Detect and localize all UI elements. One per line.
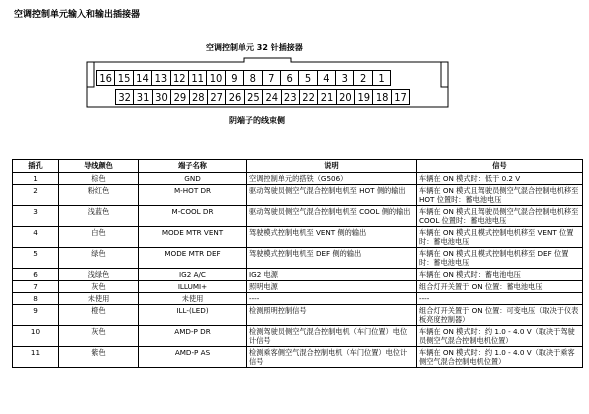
connector-pin: 9 [225,70,244,86]
header-terminal-name: 端子名称 [139,160,247,173]
connector-pin: 15 [114,70,133,86]
connector-pin: 22 [299,89,318,105]
cell-description: 照明电源 [247,281,417,293]
cell-pin: 9 [13,305,59,326]
cell-terminal-name: ILL-(LED) [139,305,247,326]
cell-terminal-name: MODE MTR VENT [139,227,247,248]
table-row [13,281,583,293]
connector-pin: 25 [244,89,263,105]
connector-pin: 23 [281,89,300,105]
connector-pin: 18 [372,89,391,105]
connector-pin: 14 [133,70,152,86]
cell-signal: 车辆在 ON 模式时：低于 0.2 V [417,173,583,185]
connector-pin: 7 [262,70,281,86]
cell-wire-color: 橙色 [59,305,139,326]
header-signal: 信号 [417,160,583,173]
table-row [13,326,583,347]
cell-pin: 7 [13,281,59,293]
table-row [13,248,583,269]
connector-pin: 27 [207,89,226,105]
cell-signal: 车辆在 ON 模式且模式控制电机移至 VENT 位置时：蓄电池电压 [417,227,583,248]
connector-pin: 30 [152,89,171,105]
cell-terminal-name: IG2 A/C [139,269,247,281]
cell-signal: 组合灯开关置于 ON 位置：蓄电池电压 [417,281,583,293]
cell-wire-color: 灰色 [59,281,139,293]
cell-pin: 6 [13,269,59,281]
connector-pin: 19 [354,89,373,105]
connector-row-bottom [115,89,409,105]
header-pin: 插孔 [13,160,59,173]
connector-pin: 3 [335,70,354,86]
header-description: 说明 [247,160,417,173]
connector-pin: 24 [262,89,281,105]
connector-diagram [84,55,451,109]
cell-description: 驾驶模式控制电机至 VENT 侧的输出 [247,227,417,248]
cell-description: 驱动驾驶员侧空气混合控制电机至 COOL 侧的输出 [247,206,417,227]
cell-signal: ---- [417,293,583,305]
connector-pin: 12 [170,70,189,86]
connector-pin: 6 [280,70,299,86]
cell-pin: 11 [13,347,59,368]
cell-pin: 4 [13,227,59,248]
page-title: 空调控制单元输入和输出插接器 [14,10,141,20]
connector-pin: 4 [317,70,336,86]
cell-terminal-name: AMD-P AS [139,347,247,368]
cell-terminal-name: ILLUMI+ [139,281,247,293]
connector-row-top [96,70,390,86]
connector-pin: 32 [115,89,134,105]
connector-pin: 5 [298,70,317,86]
connector-pin: 10 [206,70,225,86]
connector-pin: 13 [151,70,170,86]
cell-wire-color: 棕色 [59,173,139,185]
cell-terminal-name: 未使用 [139,293,247,305]
cell-signal: 车辆在 ON 模式时：约 1.0 - 4.0 V（取决于驾驶员侧空气混合控制电机位置） [417,326,583,347]
connector-pin: 2 [353,70,372,86]
connector-pin: 21 [317,89,336,105]
cell-signal: 车辆在 ON 模式且驾驶员侧空气混合控制电机移至 HOT 位置时：蓄电池电压 [417,185,583,206]
cell-wire-color: 灰色 [59,326,139,347]
cell-pin: 3 [13,206,59,227]
cell-wire-color: 白色 [59,227,139,248]
table-row [13,347,583,368]
connector-pin: 31 [133,89,152,105]
cell-signal: 车辆在 ON 模式且模式控制电机移至 DEF 位置时：蓄电池电压 [417,248,583,269]
cell-wire-color: 绿色 [59,248,139,269]
table-row [13,185,583,206]
connector-pin: 28 [189,89,208,105]
cell-wire-color: 浅绿色 [59,269,139,281]
connector-pin: 29 [170,89,189,105]
cell-pin: 8 [13,293,59,305]
cell-signal: 车辆在 ON 模式且驾驶员侧空气混合控制电机移至 COOL 位置时：蓄电池电压 [417,206,583,227]
cell-wire-color: 紫色 [59,347,139,368]
cell-signal: 车辆在 ON 模式时：蓄电池电压 [417,269,583,281]
connector-pin: 11 [188,70,207,86]
pin-table [12,159,583,368]
cell-terminal-name: MODE MTR DEF [139,248,247,269]
cell-wire-color: 未使用 [59,293,139,305]
table-header-row [13,160,583,173]
table-row [13,293,583,305]
table-row [13,269,583,281]
table-row [13,173,583,185]
cell-description: 检测乘客侧空气混合控制电机（车门位置）电位计信号 [247,347,417,368]
connector-pin: 8 [243,70,262,86]
cell-pin: 2 [13,185,59,206]
connector-pin: 17 [391,89,410,105]
connector-title: 空调控制单元 32 针插接器 [206,43,303,52]
connector-pin: 26 [225,89,244,105]
cell-wire-color: 浅蓝色 [59,206,139,227]
cell-description: 空调控制单元的搭铁（G506） [247,173,417,185]
cell-pin: 1 [13,173,59,185]
cell-description: 检测照明控制信号 [247,305,417,326]
cell-terminal-name: AMD-P DR [139,326,247,347]
cell-signal: 车辆在 ON 模式时：约 1.0 - 4.0 V（取决于乘客侧空气混合控制电机位置） [417,347,583,368]
cell-description: 检测驾驶员侧空气混合控制电机（车门位置）电位计信号 [247,326,417,347]
cell-pin: 5 [13,248,59,269]
wire-side-label: 阴端子的线束侧 [229,116,285,125]
cell-description: 驱动驾驶员侧空气混合控制电机至 HOT 侧的输出 [247,185,417,206]
cell-description: ---- [247,293,417,305]
connector-pin: 16 [96,70,115,86]
cell-description: IG2 电源 [247,269,417,281]
header-wire-color: 导线颜色 [59,160,139,173]
connector-pin: 20 [336,89,355,105]
cell-terminal-name: M-HOT DR [139,185,247,206]
table-row [13,227,583,248]
cell-wire-color: 粉红色 [59,185,139,206]
table-row [13,305,583,326]
table-row [13,206,583,227]
cell-description: 驾驶模式控制电机至 DEF 侧的输出 [247,248,417,269]
connector-pin: 1 [372,70,391,86]
cell-terminal-name: GND [139,173,247,185]
cell-signal: 组合灯开关置于 ON 位置：可变电压（取决于仪表板亮度控制器） [417,305,583,326]
cell-terminal-name: M-COOL DR [139,206,247,227]
cell-pin: 10 [13,326,59,347]
